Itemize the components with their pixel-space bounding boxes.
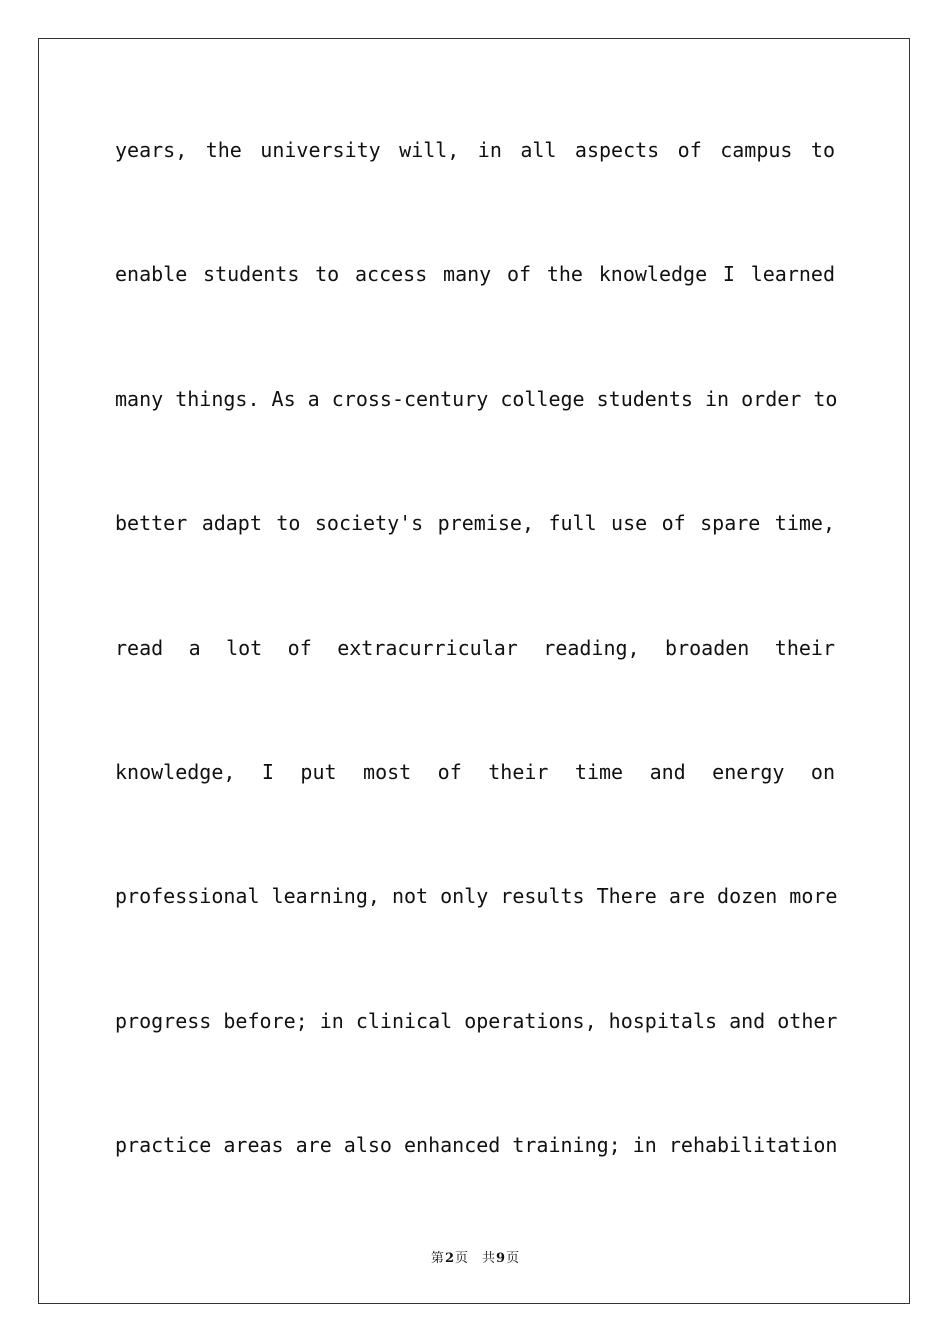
page-prefix: 第 [430, 1251, 444, 1266]
total-page-number: 9 [496, 1251, 506, 1266]
total-suffix: 页 [506, 1251, 520, 1266]
text-line: knowledge, I put most of their time and energy on [115, 759, 835, 784]
page-suffix: 页 [454, 1251, 468, 1266]
document-body [115, 134, 838, 1254]
current-page-number: 2 [444, 1251, 454, 1266]
text-line: better adapt to society's premise, full use of spare time, [115, 511, 835, 536]
text-line: enable students to access many of the knowledge I learned [115, 262, 835, 287]
text-line: progress before; in clinical operations, hospitals and other [115, 1008, 838, 1033]
text-line: professional learning, not only results There are dozen more [115, 884, 838, 909]
total-prefix: 共 [482, 1251, 496, 1266]
text-line: practice areas are also enhanced training; in rehabilitation [115, 1133, 838, 1158]
page-footer [0, 1247, 950, 1266]
text-line: read a lot of extracurricular reading, broaden their [115, 635, 835, 660]
text-line: years, the university will, in all aspects of campus to [115, 138, 835, 162]
text-line: many things. As a cross-century college students in order to [115, 386, 838, 411]
